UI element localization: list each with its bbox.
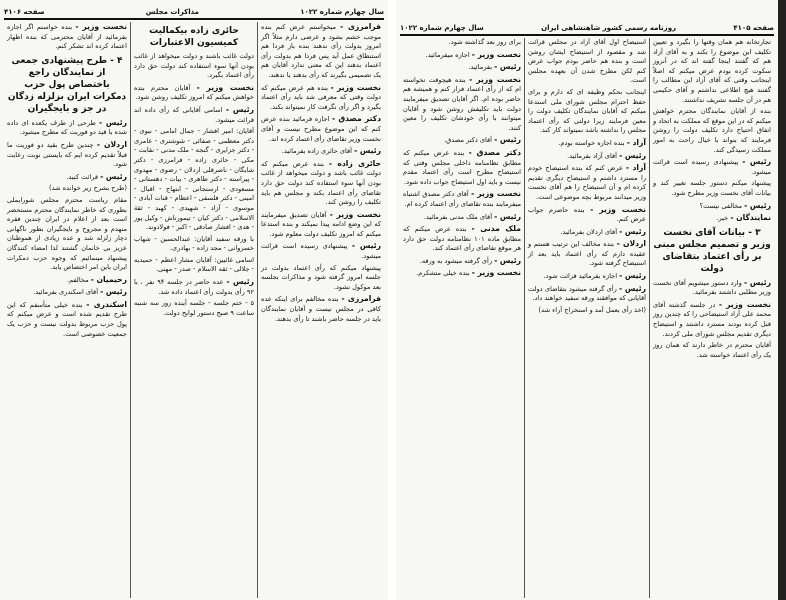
paragraph-text: آقای آزاد بفرمائید. (567, 151, 618, 160)
paragraph-text: مقام ریاست محترم مجلس شورایملی بطوری که خاطر نمایندگان محترم مستحضر است بعد از اعلام در ایران چندین فقره منهدم و مجروح و بایجگیران بطور ناگهانی دچار زلزله شد و عده زیادی از هموطنان عزیز بی خانمان گشتند لذا امضاء کنندگان پیشنهاد مینمائیم که وجوه حزب دمکرات ایران باین امر اختصاص یابد. (7, 195, 127, 272)
paragraph-text: آقایان محترم در خاطر دارند که همان روز یک رأی اعتماد خواسته شد. (653, 341, 771, 359)
paragraph (134, 256, 254, 275)
paragraph-text: (اخذ رأی بعمل آمد و استخراج آراء شد) (538, 305, 646, 314)
paragraph-text: ۵ - ختم جلسه - جلسه آینده روز سه شنبه ساعت ۹ صبح دستور لوایح دولت. (134, 299, 254, 317)
paragraph-text: پیشنهادی رسیده است قرائت میشود. (653, 158, 771, 176)
paragraph-text: آقای حائری زاده بفرمائید. (281, 147, 353, 156)
paragraph (261, 83, 381, 113)
paragraph (653, 213, 771, 224)
section-heading: ۳ - بیانات آقای نخست وزیر و تصمیم مجلس مبنی بر رأی اعتماد بتقاضای دولت (653, 227, 771, 274)
speaker-name: نخست وزیر - (718, 299, 771, 309)
paragraph (403, 38, 521, 48)
speaker-name: نخست وزیر - (471, 189, 521, 199)
section-title: مذاکرات مجلس (145, 8, 200, 16)
speaker-name: دکتر مصدق - (468, 147, 521, 157)
speaker-name: ملک مدنی - (471, 224, 521, 234)
paragraph-text: اجازه میفرمائید. (425, 50, 470, 59)
paragraph (403, 75, 521, 134)
paragraph (528, 38, 646, 86)
section-heading: حائری زاده بیکمالیت کمیسیون الاعتبارات (149, 26, 239, 48)
speaker-name: نخست وزیر - (330, 82, 381, 92)
paragraph (261, 159, 381, 208)
speaker-name: رئیس - (100, 287, 127, 297)
paragraph-text: خیر. (716, 214, 729, 223)
paragraph (403, 62, 521, 73)
right-page (396, 0, 778, 600)
paragraph-text: پیشنهاد میکنم که رأی اعتماد بدولت در جلسه امروز گرفته شود و مذاکرات بجلسه بعد موکول نشود. (261, 263, 381, 291)
speaker-name: نخست وزیر - (196, 82, 254, 92)
paragraph (403, 224, 521, 254)
speaker-name: رئیس - (494, 135, 521, 145)
paragraph-text: بنده خواستم اگر اجازه بفرمائید از آقایان محترمی که بنده اظهار اعتماد کرده اند تشکر کنم. (7, 23, 127, 51)
paragraph-text: بنده حاضرم جواب عرض کنم. (528, 205, 646, 224)
left-page (0, 0, 388, 600)
section-heading: ۴ - طرح پیشنهادی جمعی از نمایندگان راجع باختصاص پول حزب دمکرات ایران بزلزله زدگان در جز و بایجگیران (7, 55, 127, 114)
paragraph (653, 38, 771, 105)
paragraph (528, 306, 646, 316)
paragraph-text: در جلسه گذشته آقای محمد علی آزاد استیضاحی را که چندین روز قبل کرده بودند مسترد داشتند و استیضاح دیگری تقدیم مجلس شورای ملی کردند. (653, 300, 771, 338)
paragraph-text: بنده هیچوقت نخواسته ام که از رأی اعتماد فرار کنم و همیشه هم حاضر بوده ام. اگر آقایان تصدیق میفرمایند دولت باید تکلیفش روشن شود و آقایان میتوانند با رأی خودشان تکلیف را معین کنند. (403, 75, 521, 132)
left-page-columns (4, 22, 384, 598)
paragraph (261, 264, 381, 293)
paragraph-text: چندین طرح بقید دو فوریت ما قبلاً تقدیم کرده ایم که بایستی نوبت رعایت شود. (7, 140, 127, 169)
speaker-name: نخست وزیر - (469, 74, 521, 84)
paragraph (653, 341, 771, 360)
speaker-name: رئیس - (619, 283, 646, 293)
text-column (130, 22, 257, 598)
paragraph (528, 138, 646, 149)
speaker-name: اردلان - (616, 239, 646, 249)
paragraph-text: بنده عرض میکنم که مطابق ماده ۱۰۱ نظامنامه دولت حق دارد هر موقع تقاضای رأی اعتماد کند. (403, 225, 521, 253)
speaker-name: رئیس - (619, 150, 646, 160)
right-page-columns (400, 38, 774, 598)
paragraph (403, 189, 521, 209)
page-number: صفحه ۴۱۰۵ (733, 24, 774, 32)
paragraph-text: بنده عرض میکنم که دولت غائب باشد و دولت میخواهد از غائب بودن آنها سوء استفاده کند دولت حق دارد تقاضای رأی اعتماد بکند و مجلس هم باید تکلیف را روشن کند. (261, 159, 381, 207)
paragraph-text: استیضاح اول آقای آزاد در مجلس قرائت شد و مقصود از استیضاح ایشان روشن است و بنده هم حاضر بودم جواب عرض کنم لکن مطرح شدن آن بعهده مجلس است. (528, 38, 646, 85)
speaker-name: رئیس - (354, 146, 381, 156)
paragraph-text: اسامی غائبین: آقایان مشار اعظم - حمیدیه - جلالی - ثقه الاسلام - صدر - مهنی. (134, 255, 254, 274)
page-number: صفحه ۴۱۰۶ (4, 8, 45, 16)
paragraph-text: آقای اردلان بفرمائید. (560, 227, 618, 236)
paragraph (403, 256, 521, 267)
paragraph-text: مخالفم. (66, 275, 89, 284)
paragraph-text: دولت غائب باشند و دولت میخواهد از غائب بودن آنها سوء استفاده کند دولت حق دارد رأی اعتماد بگیرد. (134, 52, 254, 80)
scan-right-border (778, 0, 786, 600)
text-column (4, 22, 130, 598)
text-column (649, 38, 774, 598)
paragraph (7, 300, 127, 339)
paragraph-text: رأی گرفته میشود به ورقه. (419, 256, 493, 265)
speaker-name: نخست وزیر - (75, 22, 127, 31)
paragraph (528, 284, 646, 304)
speaker-name: رئیس - (619, 271, 646, 281)
paragraph (134, 235, 254, 254)
paragraph (261, 114, 381, 144)
paragraph-text: رأی گرفته میشود بتقاضای دولت آقایانی که موافقند ورقه سفید خواهند داد. (528, 284, 646, 303)
speaker-name: رئیس - (494, 62, 521, 72)
paragraph-text: بفرمائید. (468, 63, 493, 72)
issue-number: سال چهارم شماره ۱۰۲۲ (300, 8, 384, 16)
issue-number: سال چهارم شماره ۱۰۲۲ (400, 24, 484, 32)
speaker-name: رئیس - (742, 157, 771, 167)
text-column (524, 38, 649, 598)
newspaper-title: روزنامه رسمی کشور شاهنشاهی ایران (541, 24, 677, 32)
paragraph-text: بنده مخالف این ترتیب هستم و عقیده دارم که رأی اعتماد باید بعد از استیضاح گرفته شود. (528, 240, 646, 268)
paragraph-text: آقای دکتر مصدق اشتباه میفرمایند بنده تقاضای رأی اعتماد کرده ام. (403, 190, 521, 208)
paragraph (528, 271, 646, 282)
speaker-name: رئیس - (225, 104, 254, 114)
text-column (257, 22, 384, 598)
paragraph (528, 205, 646, 225)
paragraph-text: قرائت کنید. (66, 172, 99, 181)
paragraph-text: بنده مخالفم برای اینکه عده کافی در مجلس نیست و آقایان نمایندگان باید در جلسه حاضر باشند تا رأی بدهند. (261, 295, 381, 323)
paragraph-text: اجازه فرمائید بنده عرض کنم که این موضوع مطرح نیست و آقای نخست وزیر تقاضای رأی اعتماد کرده اند. (261, 115, 381, 143)
paragraph-text: آقای ملک مدنی بفرمائید. (423, 212, 493, 221)
paragraph (403, 50, 521, 61)
paragraph (653, 157, 771, 177)
speaker-name: اردلان - (96, 139, 127, 149)
paragraph (403, 268, 521, 279)
paragraph (403, 148, 521, 187)
paragraph (261, 146, 381, 157)
speaker-name: فرامرزی - (340, 22, 381, 31)
paragraph-text: (طرح بشرح زیر خوانده شد) (49, 184, 127, 193)
paragraph (403, 212, 521, 223)
paragraph (134, 83, 254, 103)
paragraph (7, 184, 127, 194)
speaker-name: رئیس - (744, 200, 771, 210)
paragraph (653, 107, 771, 155)
paragraph-text: مخالفی نیست؟ (699, 201, 743, 210)
speaker-name: نخست وزیر - (590, 204, 646, 214)
paragraph-text: آقایان: امیر افشار - جمال امامی - نبوی - دکتر معظمی - صفائی - شوشتری - عامری - دکتر جزایری - گنجه - ملک مدنی - نقابت - مکی - حائری زاده - فرامرزی - دکتر شایگان - ناصرقلی اردلان - رضوی - مهدوی - پیراسته - دکتر طاهری - بیات - دهستانی - مسعودی - ارسنجانی - ابتهاج - اقبال - امینی - دکتر فلسفی - اعظام - قنات آبادی - موسوی - آزاد - شهیدی - کهبد - ثقة الاسلامی - دکتر کیان - تیمورتاش - وکیل پور - هدی - افشار صادقی - اکبر - فولادوند. (134, 127, 254, 232)
paragraph (528, 88, 646, 136)
paragraph-text: آقایان محترم بنده خواهش میکنم که امروز تکلیف روشن شود. (134, 83, 254, 102)
speaker-name: رئیس - (743, 277, 771, 287)
paragraph-text: عرض کنم که بنده استیضاح خودم را مسترد داشتم و استیضاح دیگری تقدیم کرده ام و آن استیضاح را هم آقای نخست وزیر میدانند مربوط بچه موضوعی است. (528, 164, 646, 201)
paragraph (261, 294, 381, 324)
speaker-name: حائری زاده - (328, 158, 381, 168)
speaker-name: نخست وزیر - (329, 209, 381, 219)
paragraph-text: آقایان تصدیق میفرمایند که این وضع ادامه پیدا نمیکند و بنده استدعا میکنم که امروز تکلیف دولت معلوم شود. (261, 210, 381, 238)
paragraph-text: بنده هم عرض میکنم که دولت وقتی که معرفی شد باید رأی اعتماد بگیرد و اگر رأی نگرفت کار نمیتواند بکند. (261, 83, 381, 111)
paragraph-text: وارد دستور میشویم آقای نخست وزیر مطلبی داشتند بفرمائید. (653, 278, 771, 297)
speaker-name: رحیمیان - (90, 274, 127, 284)
paragraph-text: میخواستم عرض کنم بنده موجب خشم بشود و عرضی دارم مثلاً اگر امروز بدولت رأی ندهند بنده باز فردا هم استنطاق عمل آید پس فردا هم بدولت رأی اعتماد بدهند این که معنی ندارد آقایان هم یک تصمیمی بگیرند که رأی بدهند یا ندهند. (261, 23, 381, 79)
paragraph (261, 210, 381, 240)
speaker-name: رئیس - (99, 117, 127, 127)
paragraph-text: بنده اجازه خواسته بودم. (558, 138, 625, 147)
paragraph (528, 227, 646, 238)
paragraph-text: آقای دکتر مصدق. (444, 136, 493, 145)
paragraph-text: بنده خیلی متشکرم. (416, 269, 470, 278)
page-gutter (388, 0, 396, 600)
paragraph-text: اینجانب بحکم وظیفه ای که دارم و برای حفظ احترام مجلس شورای ملی استدعا میکنم که آقایان نمایندگان تکلیف دولت را معین فرمایند زیرا دولتی که رأی اعتماد مجلس را نداشته باشد نمیتواند کار کند. (528, 87, 646, 135)
paragraph (528, 151, 646, 162)
paragraph (134, 105, 254, 125)
paragraph-text: اسامی آقایانی که رأی داده اند قرائت میشود. (134, 105, 254, 124)
paragraph (653, 201, 771, 212)
paragraph-text: تجارتخانه هم همان وقتها را بگیرد و تعیین تکلیف این موضوع را بکند و به آقای آزاد هم که گفتند اینجا گفته اند که در آنروز سکوت کرده بودم عرض میکنم که اصلاً اینجانب وقتی که آقای آزاد این مطالب را گفتند هیچ اطلاعی نداشتم و آقای حکیمی هم در آن جلسه تشریف نداشتند. (653, 38, 771, 104)
paragraph (7, 172, 127, 183)
paragraph (7, 196, 127, 273)
paragraph (7, 140, 127, 170)
speaker-name: نخست وزیر - (471, 49, 521, 59)
speaker-name: فرامرزی - (341, 294, 381, 304)
paragraph (653, 179, 771, 198)
text-column (400, 38, 524, 598)
speaker-name: دکتر مصدق - (332, 114, 382, 124)
paragraph (7, 22, 127, 52)
speaker-name: رئیس - (494, 255, 521, 265)
paragraph (134, 127, 254, 233)
speaker-name: رئیس - (619, 226, 646, 236)
speaker-name: رئیس - (351, 241, 381, 251)
paragraph-text: بنده از آقایان نمایندگان محترم خواهش میکنم که در این موقع که مملکت به اتحاد و اتفاق احتیاج دارد تکلیف دولت را روشن فرمایند که بتواند با خیال راحت به امور مملکت رسیدگی کند. (653, 107, 771, 154)
speaker-name: آزاد - (626, 137, 646, 147)
speaker-name: نخست وزیر - (471, 268, 521, 278)
speaker-name: رئیس - (494, 211, 521, 221)
paragraph (134, 277, 254, 297)
paragraph-text: برای روز بعد گذاشته شود. (448, 38, 521, 46)
paragraph-text: پیشنهادی رسیده است قرائت میشود. (261, 242, 381, 261)
right-page-header (400, 22, 774, 36)
paragraph-text: بنده عرض میکنم که مطابق نظامنامه داخلی مجلس وقتی که استیضاح مطرح است رأی اعتماد مقدم نیست و باید اول استیضاح جواب داده شود. (403, 148, 521, 186)
paragraph-text: آقای اسکندری بفرمائید. (33, 288, 99, 297)
paragraph (261, 241, 381, 261)
paragraph-text: اجازه بفرمائید قرائت شود. (543, 272, 618, 281)
speaker-name: آزاد - (625, 163, 646, 173)
speaker-name: رئیس - (226, 277, 254, 287)
left-page-header (4, 6, 384, 20)
paragraph (528, 163, 646, 202)
paragraph (261, 22, 381, 81)
speaker-name: نمایندگان - (730, 213, 771, 223)
paragraph-text: پیشنهاد میکنم دستور جلسه تغییر کند و بیانات آقای نخست وزیر مطرح شود. (653, 179, 771, 197)
paragraph (7, 118, 127, 138)
paragraph-text: با ورقه سفید آقایان: عبدالحسین - شهاب خسروانی - مجد زاده - بهادری. (134, 234, 254, 253)
paragraph (134, 299, 254, 318)
paragraph (403, 135, 521, 146)
paragraph (7, 287, 127, 298)
paragraph-text: طرحی از طرف یکعده ای داده شده با قید دو فوریت که مطرح میشود. (7, 118, 127, 137)
paragraph-text: عده حاضر در جلسه ۹۴ نفر ، با ۹۲ رأی بدولت رأی اعتماد داده شد. (134, 278, 254, 296)
paragraph-text: بنده خیلی متأسفم که این طرح تقدیم شده است و عرض میکنم که پول حزب مربوط بدولت نیست و حزب یک جمعیت خصوصی است. (7, 300, 127, 338)
paragraph (528, 239, 646, 269)
paragraph (653, 278, 771, 298)
speaker-name: رئیس - (100, 171, 127, 181)
paragraph (7, 275, 127, 286)
paragraph (653, 300, 771, 339)
paragraph (134, 52, 254, 81)
speaker-name: اسکندری - (86, 299, 127, 309)
